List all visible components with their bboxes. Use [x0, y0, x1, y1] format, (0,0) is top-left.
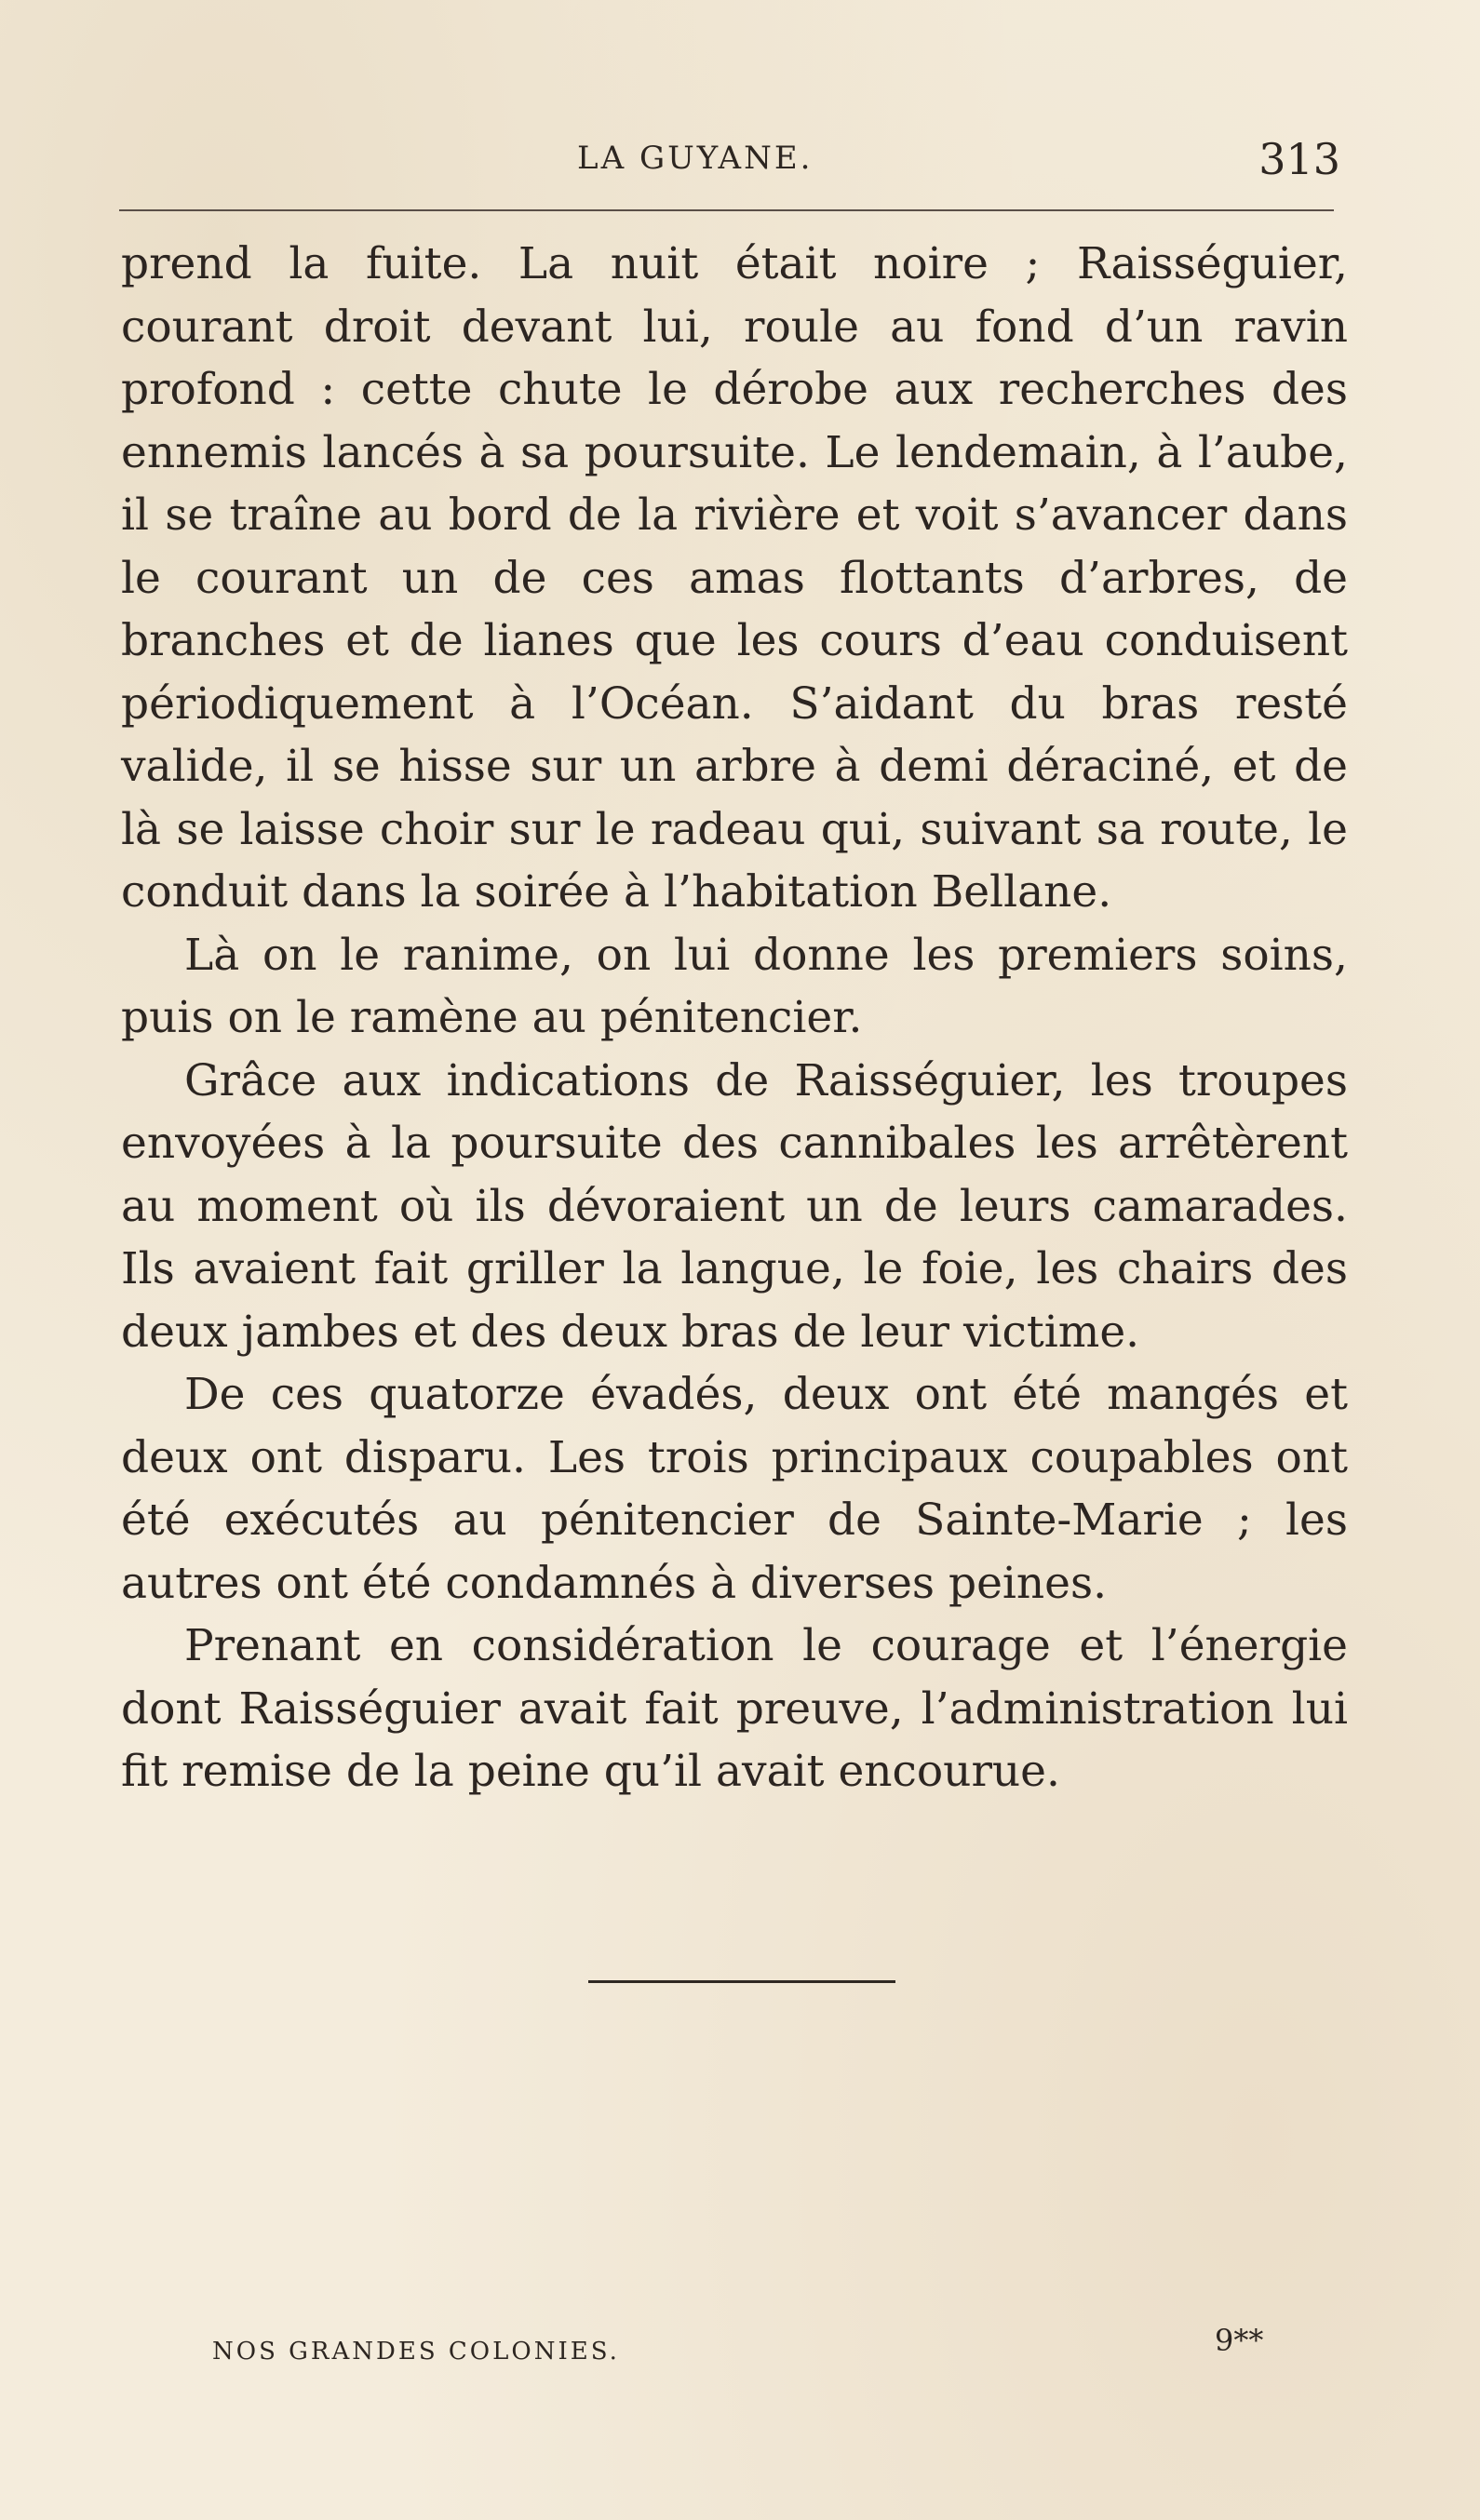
paragraph: Grâce aux indications de Raisséguier, les troupes envoyées à la poursuite des cannibales les arrêtèrent au moment où ils dévoraient un de leurs camarades. Ils avaient fait griller la langue, le foie, les chairs des deux jambes et des deux bras de leur victime.: [121, 1054, 1348, 1358]
running-head: [0, 134, 1480, 195]
paragraph: De ces quatorze évadés, deux ont été mangés et deux ont disparu. Les trois principaux coupables ont été exécutés au pénitencier de Sainte-Marie ; les autres ont été condamnés à diverses peines.: [121, 1369, 1348, 1609]
end-of-text-rule: [588, 1980, 895, 1983]
paragraph-continued: prend la fuite. La nuit était noire ; Raisséguier, courant droit devant lui, roule au fond d’un ravin profond : cette chute le dérobe aux recherches des ennemis lancés à sa poursuite. Le lendemain, à l’aube, il se traîne au bord de la rivière et voit s’avancer dans le courant un de ces amas flottants d’arbres, de branches et de lianes que les cours d’eau conduisent périodiquement à l’Océan. S’aidant du bras resté valide, il se hisse sur un arbre à demi déraciné, et de là se laisse choir sur le radeau qui, suivant sa route, le conduit dans la soirée à l’habitation Bellane.: [121, 238, 1348, 918]
paragraph: Là on le ranime, on lui donne les premiers soins, puis on le ramène au pénitencier.: [121, 929, 1348, 1043]
running-title: LA GUYANE.: [577, 140, 814, 177]
footer-signature-mark: 9**: [1215, 2323, 1264, 2358]
page-number: 313: [1258, 134, 1340, 184]
header-rule: [119, 209, 1334, 211]
footer-series-title: NOS GRANDES COLONIES.: [212, 2338, 620, 2366]
body-text: [121, 233, 1348, 1803]
paragraph: Prenant en considération le courage et l’énergie dont Raisséguier avait fait preuve, l’administration lui fit remise de la peine qu’il avait encourue.: [121, 1620, 1348, 1797]
